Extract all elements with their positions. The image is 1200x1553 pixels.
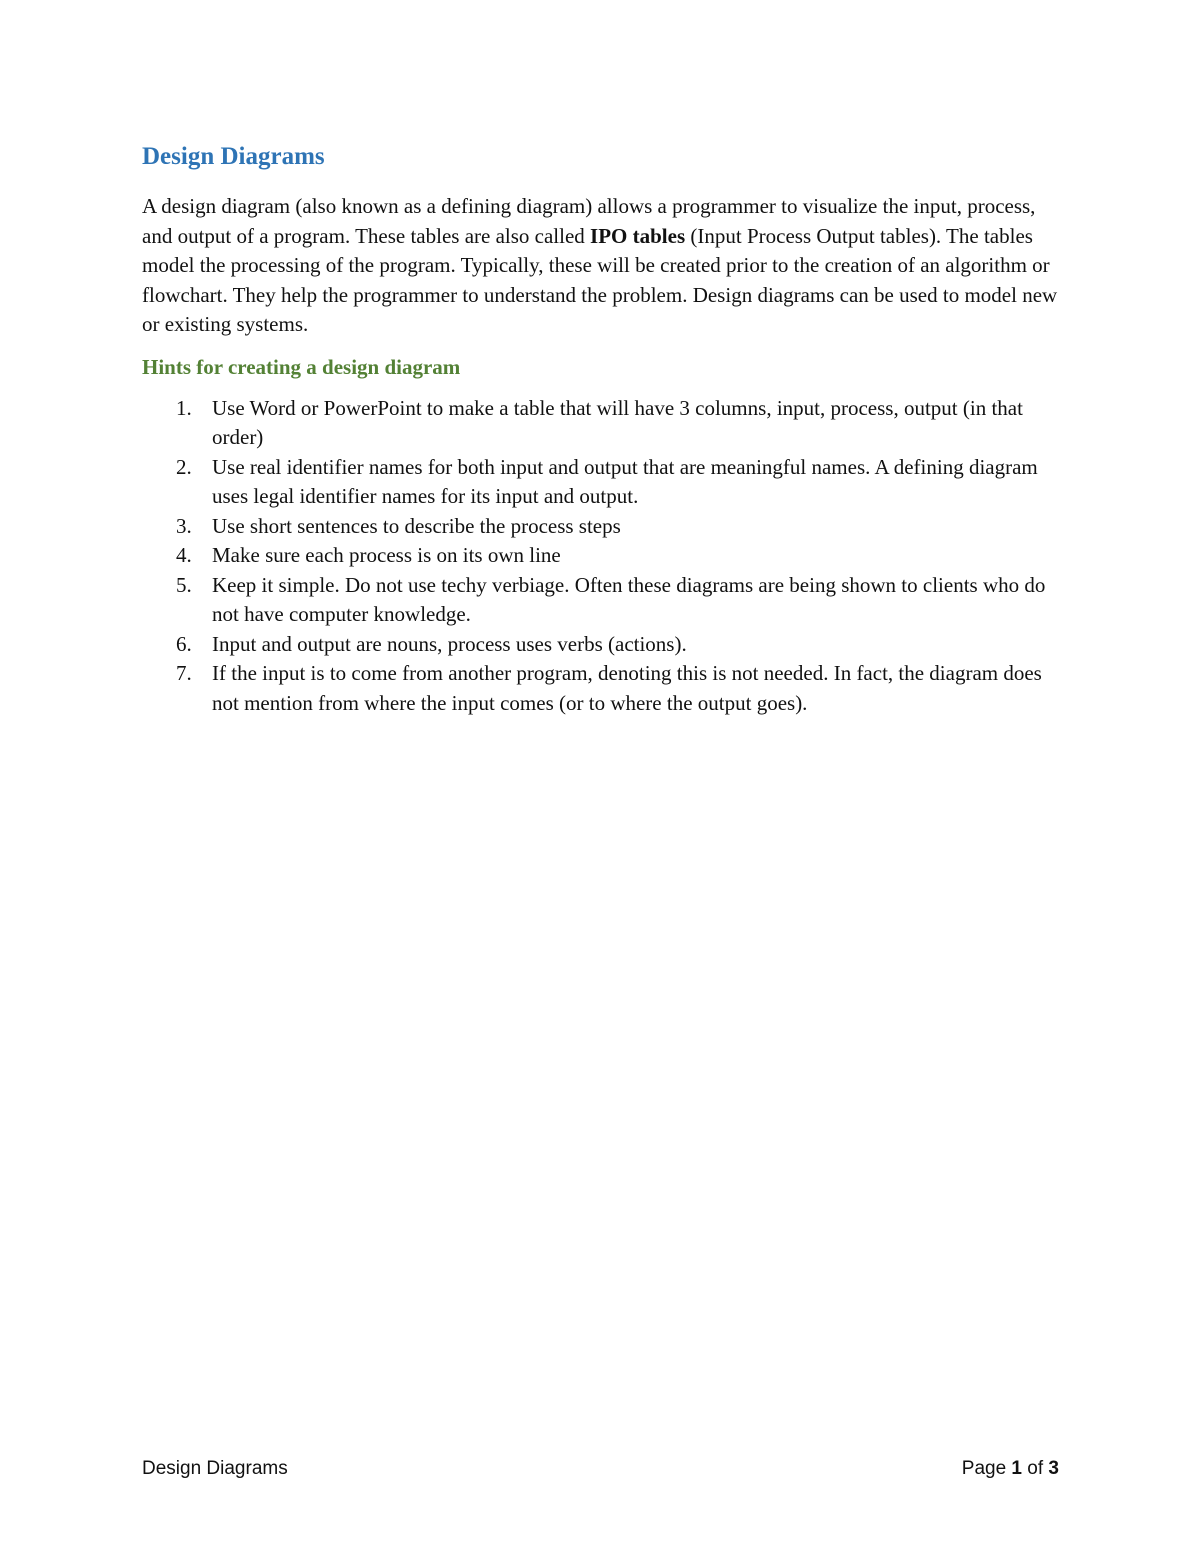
intro-bold-term: IPO tables xyxy=(590,223,686,248)
list-item xyxy=(142,512,1062,542)
hints-list xyxy=(142,394,1062,719)
page-word: Page xyxy=(961,1458,1007,1479)
list-item-text: Use Word or PowerPoint to make a table that will have 3 columns, input, process, output (in that order) xyxy=(212,395,1023,449)
page-content xyxy=(142,140,1062,718)
of-word: of xyxy=(1027,1458,1044,1479)
list-item-text: Use real identifier names for both input and output that are meaningful names. A defining diagram uses legal identifier names for its input and output. xyxy=(212,454,1038,508)
page-current: 1 xyxy=(1011,1458,1022,1479)
list-item-text: Use short sentences to describe the process steps xyxy=(212,513,621,538)
list-item-text: Keep it simple. Do not use techy verbiage. Often these diagrams are being shown to clients who do not have computer knowledge. xyxy=(212,572,1046,626)
list-item xyxy=(142,394,1062,453)
list-item xyxy=(142,453,1062,512)
intro-text-part2: (Input Process Output tables). The tables model the processing of the program. Typically, these will be created prior to the creation of an algorithm or flowchart. They help the programmer to understand the problem. Design diagrams can be used to model new or existing systems. xyxy=(142,223,1058,336)
page-number xyxy=(962,1458,1059,1480)
list-item xyxy=(142,630,1062,660)
list-item-number: 3. xyxy=(176,513,192,538)
list-item-number: 7. xyxy=(176,661,192,685)
list-item xyxy=(142,571,1062,630)
list-item xyxy=(142,541,1062,571)
intro-text-part1: A design diagram (also known as a defining diagram) allows a programmer to visualize the input, process, and output of a program. These tables are also called xyxy=(142,194,1036,248)
list-item-number: 1. xyxy=(176,395,192,420)
footer-title: Design Diagrams xyxy=(142,1458,288,1479)
list-item-text: If the input is to come from another program, denoting this is not needed. In fact, the diagram does not mention from where the input comes (or to where the output goes). xyxy=(212,661,1042,715)
list-item-number: 6. xyxy=(176,631,192,656)
list-item-number: 2. xyxy=(176,454,192,479)
list-item-text: Make sure each process is on its own line xyxy=(212,543,561,567)
page-footer xyxy=(142,1458,1059,1480)
page-total: 3 xyxy=(1048,1458,1059,1479)
intro-paragraph xyxy=(142,192,1062,340)
list-item-number: 4. xyxy=(176,543,192,567)
list-item-number: 5. xyxy=(176,572,192,597)
page-title: Design Diagrams xyxy=(142,143,325,170)
hints-heading: Hints for creating a design diagram xyxy=(142,354,461,379)
list-item-text: Input and output are nouns, process uses verbs (actions). xyxy=(212,631,687,656)
list-item xyxy=(142,659,1062,718)
